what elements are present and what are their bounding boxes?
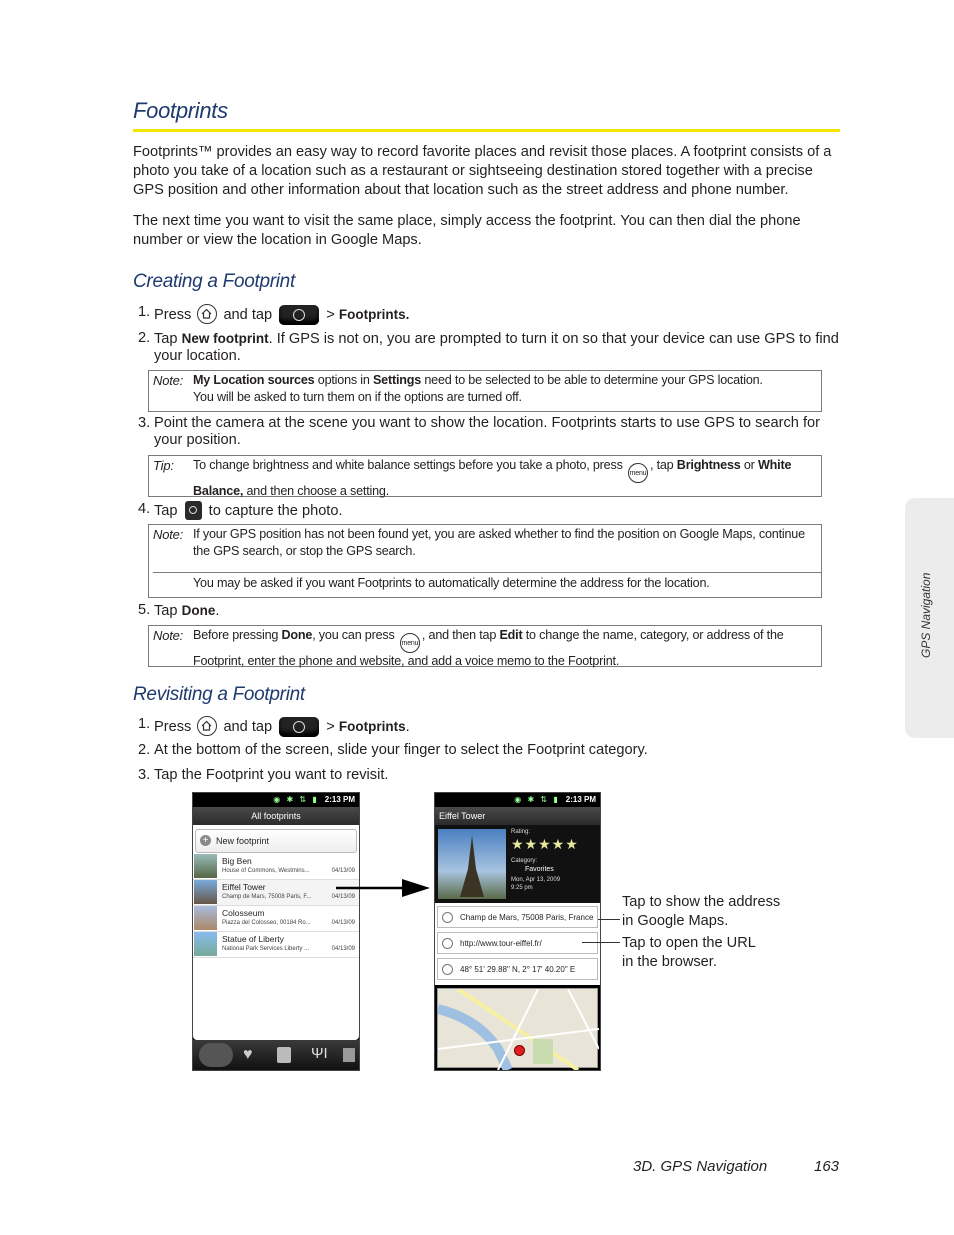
item-name: Big Ben <box>222 856 252 866</box>
note-label: Note: <box>153 373 184 388</box>
thumbnail <box>194 906 217 930</box>
tip-text: and then choose a setting. <box>243 484 390 498</box>
item-date: 04/13/09 <box>331 920 355 926</box>
list-item[interactable] <box>193 932 359 958</box>
all-apps-icon <box>279 305 319 325</box>
coordinates-text: 48° 51' 29.88" N, 2° 17' 40.20" E <box>460 965 576 974</box>
revisiting-heading: Revisiting a Footprint <box>133 684 305 705</box>
step-text: . <box>215 603 220 619</box>
title-rule <box>133 129 840 132</box>
step-number: 3. <box>138 767 151 783</box>
note-text: If your GPS position has not been found yet, you are asked whether to find the position on Google Maps, continue the GPS search, or stop the GPS search. <box>193 527 805 558</box>
status-time: 2:13 PM <box>565 795 596 804</box>
address-text: Champ de Mars, 75008 Paris, France <box>460 913 594 922</box>
note-text: You may be asked if you want Footprints to automatically determine the address for the location. <box>193 576 710 590</box>
note-box-3 <box>148 625 822 667</box>
rating-label: Rating: <box>511 829 531 835</box>
new-footprint-button[interactable] <box>195 829 357 853</box>
callout-line-address <box>598 919 620 920</box>
footprint-time: 9:25 pm <box>511 885 533 891</box>
step-text: Tap <box>154 603 178 619</box>
note-bold: Edit <box>499 628 523 642</box>
item-date: 04/13/09 <box>331 868 355 874</box>
fork-knife-icon[interactable]: ΨΙ <box>311 1045 328 1062</box>
step-text: Tap the Footprint you want to revisit. <box>154 767 389 783</box>
landmark-icon[interactable] <box>343 1048 355 1062</box>
item-name: Eiffel Tower <box>222 882 266 892</box>
step-text: and tap <box>223 307 273 323</box>
callout-line-url <box>582 942 620 943</box>
step-text: Tap <box>154 503 178 519</box>
step-text: . <box>405 719 410 735</box>
item-date: 04/13/09 <box>331 894 355 900</box>
tip-label: Tip: <box>153 458 174 473</box>
note-text: Before pressing <box>193 628 282 642</box>
menu-icon: menu <box>400 633 420 653</box>
note-text: to change the name, category, or address of the Footprint, enter the phone and website, and add a voice memo to the Footprint. <box>193 628 784 668</box>
item-address: Piazza del Colosseo, 00184 Ro... <box>222 920 311 926</box>
tip-bold: Brightness <box>676 458 741 472</box>
step-number: 1. <box>138 304 151 320</box>
tip-text: To change brightness and white balance settings before you take a photo, press <box>193 458 623 472</box>
step-text: > <box>326 307 335 323</box>
callout-text: in the browser. <box>622 954 717 970</box>
category-value: Favorites <box>525 866 554 873</box>
globe-icon[interactable] <box>199 1043 233 1067</box>
status-bar <box>193 793 359 807</box>
coordinates-row[interactable] <box>437 958 598 980</box>
detail-list <box>435 903 600 985</box>
screenshot-footprint-detail <box>434 792 601 1071</box>
item-name: Statue of Liberty <box>222 934 284 944</box>
footer-section: 3D. GPS Navigation <box>633 1158 768 1175</box>
step-text: Press <box>154 307 192 323</box>
tip-text: or <box>740 458 758 472</box>
callout-text: in Google Maps. <box>622 913 729 929</box>
note-text: need to be selected to be able to determine your GPS location. <box>421 373 763 387</box>
item-name: Colosseum <box>222 908 265 918</box>
step-text: Tap <box>154 331 178 347</box>
rating-stars[interactable]: ★★★★★ <box>511 836 579 852</box>
note-box-1 <box>148 370 822 412</box>
step-number: 5. <box>138 602 151 618</box>
map-roads <box>438 989 599 1070</box>
footprint-list <box>193 825 359 1040</box>
note-bold: Settings <box>372 373 422 387</box>
screen-title: Eiffel Tower <box>435 807 600 825</box>
gps-target-icon <box>442 964 453 975</box>
step-bold: New footprint <box>181 331 269 346</box>
step-text: and tap <box>223 719 273 735</box>
step-text: Point the camera at the scene you want to show the location. Footprints starts to use GPS to search for your position. <box>154 415 820 448</box>
step-bold: Footprints <box>338 719 406 734</box>
section-side-tab <box>905 498 954 738</box>
url-text: http://www.tour-eiffel.fr/ <box>460 939 542 948</box>
list-item[interactable] <box>193 880 359 906</box>
callout-text: Tap to show the address <box>622 894 781 910</box>
map-preview[interactable] <box>437 988 598 1068</box>
home-icon <box>197 304 217 324</box>
screenshot-all-footprints <box>192 792 360 1071</box>
map-pin-icon <box>442 912 453 923</box>
list-item[interactable] <box>193 906 359 932</box>
thumbnail <box>194 854 217 878</box>
step-number: 1. <box>138 716 151 732</box>
step-text: to capture the photo. <box>208 503 343 519</box>
shopping-bag-icon[interactable] <box>277 1047 291 1063</box>
globe-icon <box>442 938 453 949</box>
category-dock[interactable] <box>193 1040 359 1070</box>
callout-url <box>622 934 756 972</box>
new-footprint-label: New footprint <box>216 836 270 846</box>
footprint-photo <box>438 829 506 899</box>
note-text: You will be asked to turn them on if the options are turned off. <box>193 390 522 404</box>
plus-icon: + <box>200 835 211 846</box>
tip-box <box>148 455 822 497</box>
step-text: Press <box>154 719 192 735</box>
footprint-header <box>435 825 600 903</box>
url-row[interactable] <box>437 932 598 954</box>
item-address: House of Commons, Westmins... <box>222 868 310 874</box>
screen-title: All footprints <box>193 807 359 825</box>
step-number: 2. <box>138 330 151 346</box>
callout-address <box>622 893 780 931</box>
arrow-icon <box>336 877 432 899</box>
heart-icon[interactable]: ♥ <box>243 1046 253 1063</box>
status-icons: ◉ ✱ ⇅ ▮ <box>273 795 319 804</box>
home-icon <box>197 716 217 736</box>
note-text: , and then tap <box>421 628 500 642</box>
callout-text: Tap to open the URL <box>622 935 756 951</box>
list-item[interactable] <box>193 854 359 880</box>
page-title: Footprints <box>133 98 228 123</box>
item-address: National Park Services Liberty ... <box>222 946 310 952</box>
menu-icon: menu <box>628 463 648 483</box>
step-number: 4. <box>138 501 151 517</box>
note-text: options in <box>314 373 373 387</box>
page-number: 163 <box>814 1158 840 1175</box>
step-number: 3. <box>138 415 151 431</box>
tip-bold: White Balance, <box>193 458 792 498</box>
item-date: 04/13/09 <box>331 946 355 952</box>
thumbnail <box>194 880 217 904</box>
intro-paragraph-2: The next time you want to visit the same place, simply access the footprint. You can then dial the phone number or view the location in Google Maps. <box>133 213 801 248</box>
note-box-2 <box>148 524 822 598</box>
status-icons: ◉ ✱ ⇅ ▮ <box>514 795 560 804</box>
step-bold: Done <box>181 603 216 618</box>
note-label: Note: <box>153 527 184 542</box>
note-text: , you can press <box>312 628 395 642</box>
note-divider <box>153 572 821 573</box>
footprint-date: Mon, Apr 13, 2009 <box>511 877 561 883</box>
item-address: Champ de Mars, 75008 Paris, F... <box>222 894 312 900</box>
step-text: > <box>326 719 335 735</box>
step-text: . If GPS is not on, you are prompted to turn it on so that your device can use GPS to find your location. <box>154 331 839 364</box>
all-apps-icon <box>279 717 319 737</box>
note-bold: My Location sources <box>193 373 315 387</box>
intro-paragraph-1: Footprints™ provides an easy way to record favorite places and revisit those places. A footprint consists of a photo you take of a location such as a restaurant or sightseeing destination stored together with a precise GPS position and other information about that location such as the street address and phone number. <box>133 144 832 198</box>
side-tab-label: GPS Navigation <box>919 572 933 658</box>
creating-heading: Creating a Footprint <box>133 271 295 292</box>
status-time: 2:13 PM <box>324 795 355 804</box>
category-label: Category: <box>511 858 538 864</box>
thumbnail <box>194 932 217 956</box>
tip-text: , tap <box>649 458 677 472</box>
step-number: 2. <box>138 742 151 758</box>
note-label: Note: <box>153 628 184 643</box>
step-bold: Footprints. <box>338 307 410 322</box>
status-bar <box>435 793 600 807</box>
step-text: At the bottom of the screen, slide your finger to select the Footprint category. <box>154 742 648 758</box>
map-marker-icon <box>514 1045 525 1056</box>
camera-shutter-icon <box>185 501 202 520</box>
address-row[interactable] <box>437 906 598 928</box>
note-bold: Done <box>281 628 313 642</box>
